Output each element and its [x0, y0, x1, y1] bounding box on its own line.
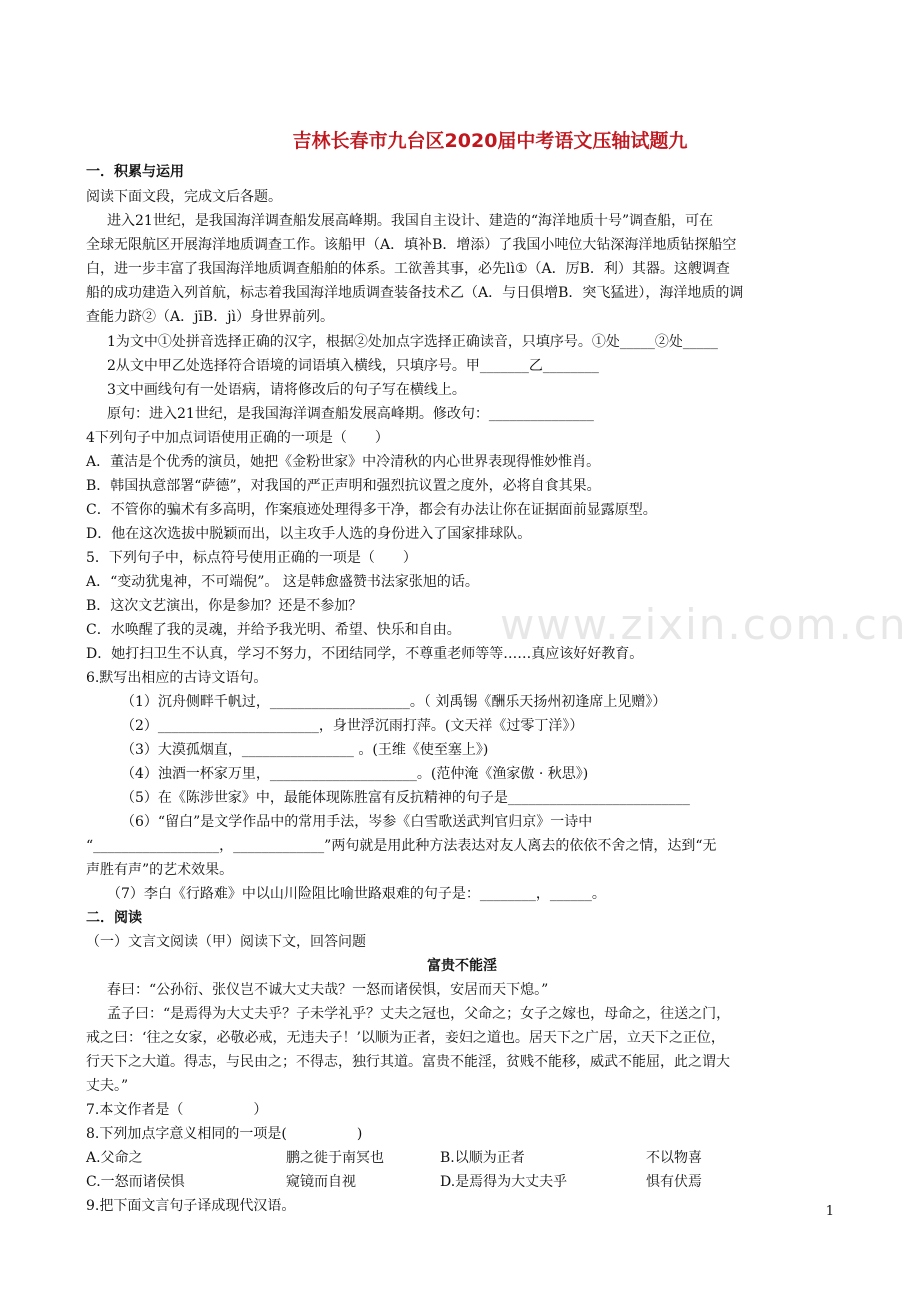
- option-d-1: D.是焉得为大丈夫乎: [440, 1174, 568, 1190]
- question-6-item-6b: “__________________，_____________”两句就是用此种方法表达对友人离去的依依不舍之情，达到“无: [86, 838, 717, 854]
- question-6-item-1: （1）沉舟侧畔千帆过，____________________。（ 刘禹锡《酬乐天扬州初逢席上见赠》）: [121, 694, 667, 710]
- question-6-item-7: （7）李白《行路难》中以山川险阻比喻世路艰难的句子是：________，______。: [107, 886, 606, 902]
- option-b-2: 不以物喜: [646, 1150, 702, 1166]
- question-3: 3文中画线句有一处语病，请将修改后的句子写在横线上。: [107, 382, 466, 398]
- passage-line-2: 全球无限航区开展海洋地质调查工作。该船甲（A．填补B．增添）了我国小吨位大钻深海洋地质钻探船空: [86, 237, 737, 253]
- passage-title: 富贵不能淫: [427, 958, 497, 974]
- question-7: 7.本文作者是（ ）: [86, 1102, 268, 1118]
- question-4-option-b: B．韩国执意部署“萨德”，对我国的严正声明和强烈抗议置之度外，必将自食其果。: [86, 478, 601, 494]
- question-6-item-3: （3）大漠孤烟直，________________ 。(王维《使至塞上》): [121, 742, 489, 758]
- question-4-option-c: C．不管你的骗术有多高明，作案痕迹处理得多干净，都会有办法让你在证据面前显露原型。: [86, 502, 657, 518]
- option-c-1: C.一怒而诸侯惧: [86, 1174, 185, 1190]
- section-intro-2: （一）文言文阅读（甲）阅读下文，回答问题: [86, 934, 366, 950]
- passage-line-5: 查能力跻②（A．jīB．jì）身世界前列。: [86, 309, 335, 325]
- question-2: 2从文中甲乙处选择符合语境的词语填入横线，只填序号。甲_______乙________: [107, 358, 599, 374]
- section-intro-1: 阅读下面文段，完成文后各题。: [86, 189, 282, 205]
- question-5: 5．下列句子中，标点符号使用正确的一项是（ ）: [86, 550, 417, 566]
- question-4-option-d: D．他在这次选拔中脱颖而出，以主攻手人选的身份进入了国家排球队。: [86, 526, 532, 542]
- question-4-option-a: A．董洁是个优秀的演员，她把《金粉世家》中冷清秋的内心世界表现得惟妙惟肖。: [86, 454, 601, 470]
- option-a-2: 鹏之徙于南冥也: [286, 1150, 384, 1166]
- passage-line-4: 船的成功建造入列首航，标志着我国海洋地质调查装备技术乙（A．与日俱增B．突飞猛进），海洋地质的调: [86, 285, 744, 301]
- question-6-item-6a: （6）“留白”是文学作品中的常用手法，岑参《白雪歌送武判官归京》一诗中: [121, 814, 593, 830]
- question-1: 1为文中①处拼音选择正确的汉字，根据②处加点字选择正确读音，只填序号。①处_____②处_____: [107, 334, 718, 350]
- question-6-item-4: （4）浊酒一杯家万里，_____________________。(范仲淹《渔家傲 · 秋思》): [121, 766, 589, 782]
- question-5-option-a: A．“变动犹鬼神，不可端倪”。 这是韩愈盛赞书法家张旭的话。: [86, 574, 479, 590]
- option-c-2: 窥镜而自视: [286, 1174, 356, 1190]
- question-8: 8.下列加点字意义相同的一项是( ): [86, 1126, 363, 1142]
- classic-line-3: 戒之曰：‘往之女家，必敬必戒，无违夫子！’以顺为正者，妾妇之道也。居天下之广居，立天下之正位，: [86, 1030, 725, 1046]
- classic-line-1: 春曰：“公孙衍、张仪岂不诚大丈夫哉？一怒而诸侯惧，安居而天下熄。”: [107, 982, 549, 998]
- classic-line-4: 行天下之大道。得志，与民由之；不得志，独行其道。富贵不能淫，贫贱不能移，威武不能屈，此之谓大: [86, 1054, 730, 1070]
- watermark: www.zixin.com.cn: [500, 600, 908, 649]
- classic-line-5: 丈夫。”: [86, 1078, 129, 1094]
- page-title: 吉林长春市九台区2020届中考语文压轴试题九: [292, 130, 688, 152]
- classic-line-2: 孟子曰：“是焉得为大丈夫乎？子未学礼乎？丈夫之冠也，父命之；女子之嫁也，母命之，往送之门，: [107, 1006, 731, 1022]
- question-3-original: 原句：进入21世纪，是我国海洋调查船发展高峰期。修改句：_______________: [107, 406, 594, 422]
- question-5-option-c: C．水唤醒了我的灵魂，并给予我光明、希望、快乐和自由。: [86, 622, 461, 638]
- passage-line-3: 白，进一步丰富了我国海洋地质调查船舶的体系。工欲善其事，必先lì①（A．厉B．利）其器。这艘调查: [86, 261, 730, 277]
- option-b-1: B.以顺为正者: [440, 1150, 525, 1166]
- question-6-item-5: （5）在《陈涉世家》中，最能体现陈胜富有反抗精神的句子是__________________________: [121, 790, 690, 806]
- question-6-item-6c: 声胜有声”的艺术效果。: [86, 862, 234, 878]
- option-d-2: 惧有伏焉: [646, 1174, 702, 1190]
- question-4: 4下列句子中加点词语使用正确的一项是（ ）: [86, 430, 389, 446]
- section-heading-2: 二．阅读: [86, 910, 142, 926]
- question-6-item-2: （2）_______________________，身世浮沉雨打萍。(文天祥《过零丁洋》）: [121, 718, 584, 734]
- passage-line-1: 进入21世纪，是我国海洋调查船发展高峰期。我国自主设计、建造的“海洋地质十号”调查船，可在: [107, 213, 714, 229]
- question-5-option-b: B．这次文艺演出，你是参加？还是不参加？: [86, 598, 363, 614]
- section-heading-1: 一．积累与运用: [86, 164, 184, 180]
- question-5-option-d: D．她打扫卫生不认真，学习不努力，不团结同学，不尊重老师等等……真应该好好教育。: [86, 646, 644, 662]
- question-9: 9.把下面文言句子译成现代汉语。: [86, 1198, 296, 1214]
- question-6: 6.默写出相应的古诗文语句。: [86, 670, 268, 686]
- page-number: 1: [825, 1204, 834, 1219]
- option-a-1: A.父命之: [86, 1150, 143, 1166]
